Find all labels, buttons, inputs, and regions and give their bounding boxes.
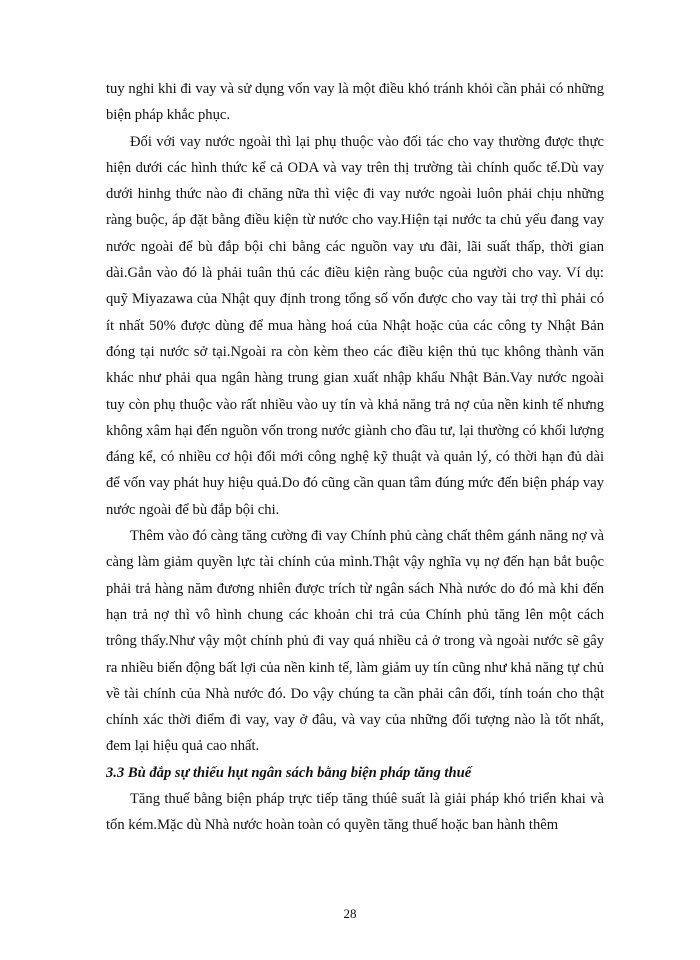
paragraph-tax-increase: Tăng thuế bằng biện pháp trực tiếp tăng thúê suất là giải pháp khó triển khai và tốn kém.Mặc dù Nhà nước hoàn toàn có quyền tăng thuế hoặc ban hành thêm (106, 791, 604, 834)
section-heading: 3.3 Bù đắp sự thiếu hụt ngân sách bằng biện pháp tăng thuế (106, 764, 472, 781)
paragraph-debt-burden: Thêm vào đó càng tăng cường đi vay Chính phủ càng chất thêm gánh năng nợ và càng làm giảm quyền lực tài chính của mình.Thật vậy nghĩa vụ nợ đến hạn bắt buộc phải trả hàng năm đương nhiên được trích từ ngân sách Nhà nước do đó mà khi đến hạn trả nợ thì vô hình chung các khoản chi trả của Chính phủ tăng lên một cách trông thấy.Như vậy một chính phủ đi vay quá nhiều cả ở trong và ngoài nước sẽ gây ra nhiều biến động bất lợi của nền kinh tế, làm giảm uy tín cũng như khả năng tự chủ về tài chính của Nhà nước đó. Do vậy chúng ta cần phải cân đối, tính toán cho thật chính xác thời điểm đi vay, vay ở đâu, và vay của những đối tượng nào là tốt nhất, đem lại hiệu quả cao nhất. (106, 528, 605, 755)
paragraph-continuation: tuy nghi khi đi vay và sử dụng vốn vay là một điều khó tránh khỏi cần phải có những biện pháp khắc phục. (106, 81, 604, 124)
document-body (106, 76, 604, 839)
paragraph-foreign-borrowing: Đối với vay nước ngoài thì lại phụ thuộc vào đối tác cho vay thường được thực hiện dưới các hình thức kể cả ODA và vay trên thị trường tài chính quốc tế.Dù vay dưới hinhg thức nào đi chăng nữa thì việc đi vay nước ngoài luôn phải chịu những ràng buộc, áp đặt bằng điều kiện từ nước cho vay.Hiện tại nước ta chủ yếu đang vay nước ngoài để bù đắp bội chi bằng các nguồn vay ưu đãi, lãi suất thấp, thời gian dài.Gắn vào đó là phải tuân thủ các điều kiện ràng buộc của người cho vay. Ví dụ: quỹ Miyazawa của Nhật quy định trong tổng số vốn được cho vay tài trợ thì phải có ít nhất 50% được dùng để mua hàng hoá của Nhật hoặc của các công ty Nhật Bản đóng tại nước sở tại.Ngoài ra còn kèm theo các điều kiện thủ tục không thành văn khác như phải qua ngân hàng trung gian xuất nhập khẩu Nhật Bản.Vay nước ngoài tuy còn phụ thuộc vào rất nhiều vào uy tín và khả năng trả nợ của nền kinh tế nhưng không xâm hại đến nguồn vốn trong nước giành cho đầu tư, lại thường có khối lượng đáng kể, có nhiều cơ hội đổi mới công nghệ kỹ thuật và quản lý, có thời hạn đủ dài để vốn vay phát huy hiệu quả.Do đó cũng cần quan tâm đúng mức đến biện pháp vay nước ngoài để bù đắp bội chi. (106, 133, 604, 518)
page-number: 28 (343, 906, 357, 921)
